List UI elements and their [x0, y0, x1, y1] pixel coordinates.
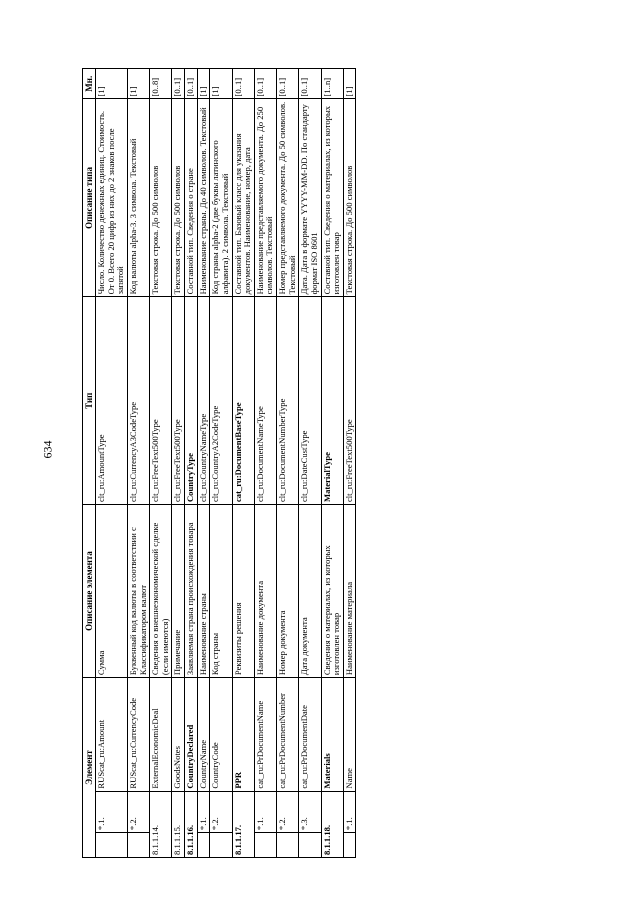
row-description: Заявляемая страна происхождения товара — [185, 505, 198, 678]
indent-cell — [277, 833, 299, 858]
header-element: Элемент — [83, 678, 96, 858]
table-row — [299, 69, 321, 858]
row-multiplicity: [0..1] — [172, 69, 185, 100]
row-number: *.1. — [254, 791, 276, 833]
row-number: *.2. — [210, 791, 232, 833]
row-number: *.2. — [277, 791, 299, 833]
header-type: Тип — [83, 297, 96, 505]
row-type: clt_ru:CurrencyA3CodeType — [127, 297, 149, 505]
row-type-description: Составной тип. Базовый класс для указания документов. Наименование, номер, дата — [232, 99, 254, 297]
row-multiplicity: [0..1] — [232, 69, 254, 100]
row-type: clt_ru:CountryNameType — [197, 297, 210, 505]
table-row — [210, 69, 232, 858]
row-multiplicity: [1] — [127, 69, 149, 100]
row-type-description: Код страны alpha-2 (две буквы латинского алфавита). 2 символа. Текстовый — [210, 99, 232, 297]
row-description: Сумма — [96, 505, 128, 678]
row-type: MaterialType — [321, 297, 343, 505]
indent-cell — [299, 833, 321, 858]
row-multiplicity: [0..8] — [150, 69, 172, 100]
row-multiplicity: [0..1] — [299, 69, 321, 100]
row-type: clt_ru:CountryA2CodeType — [210, 297, 232, 505]
table-body — [96, 69, 356, 858]
row-multiplicity: [0..1] — [254, 69, 276, 100]
row-element-name: CountryName — [197, 678, 210, 792]
row-type-description: Наименование страны. До 40 символов. Текстовый — [197, 99, 210, 297]
row-number: 8.1.1.14. — [150, 791, 172, 857]
row-type: clt_ru:FreeText500Type — [343, 297, 356, 505]
table-row — [197, 69, 210, 858]
spec-table — [82, 68, 356, 858]
indent-cell — [197, 833, 210, 858]
row-description: Сведения о материалах, из которых изготовлен товар — [321, 505, 343, 678]
row-number: *.1. — [343, 791, 356, 833]
row-type-description: Наименование представляемого документа. До 250 символов. Текстовый — [254, 99, 276, 297]
row-element-name: GoodsNotes — [172, 678, 185, 792]
row-multiplicity: [1..n] — [321, 69, 343, 100]
row-element-name: PPR — [232, 678, 254, 792]
header-description: Описание элемента — [83, 505, 96, 678]
row-description: Сведения о внешнеэкономической сделке (если имеются) — [150, 505, 172, 678]
row-element-name: cat_ru:PrDocumentName — [254, 678, 276, 792]
row-type-description: Код валюты alpha-3. 3 символа. Текстовый — [127, 99, 149, 297]
row-type-description: Текстовая строка. До 500 символов — [150, 99, 172, 297]
row-number: 8.1.1.17. — [232, 791, 254, 857]
row-type-description: Текстовая строка. До 500 символов — [343, 99, 356, 297]
row-number: 8.1.1.18. — [321, 791, 343, 857]
table-row — [232, 69, 254, 858]
row-element-name: CountryCode — [210, 678, 232, 792]
row-type: clt_ru:DateCustType — [299, 297, 321, 505]
row-description: Код страны — [210, 505, 232, 678]
table-row — [150, 69, 172, 858]
row-type: CountryType — [185, 297, 198, 505]
row-number: *.2. — [127, 791, 149, 833]
header-type-description: Описание типа — [83, 99, 96, 297]
table-header-row — [83, 69, 96, 858]
table-row — [254, 69, 276, 858]
header-multiplicity: Мн. — [83, 69, 96, 100]
row-element-name: CountryDeclared — [185, 678, 198, 792]
indent-cell — [127, 833, 149, 858]
indent-cell — [210, 833, 232, 858]
row-type: clt_ru:FreeText500Type — [150, 297, 172, 505]
row-multiplicity: [1] — [197, 69, 210, 100]
table-row — [96, 69, 128, 858]
row-description: Примечание — [172, 505, 185, 678]
row-type: clt_ru:FreeText500Type — [172, 297, 185, 505]
spec-table-container — [82, 68, 552, 858]
row-element-name: RUScat_ru:CurrencyCode — [127, 678, 149, 792]
indent-cell — [343, 833, 356, 858]
row-element-name: RUScat_ru:Amount — [96, 678, 128, 792]
row-multiplicity: [1] — [96, 69, 128, 100]
row-element-name: cat_ru:PrDocumentNumber — [277, 678, 299, 792]
page-number: 634 — [40, 440, 55, 459]
row-element-name: cat_ru:PrDocumentDate — [299, 678, 321, 792]
row-type: clt_ru:DocumentNameType — [254, 297, 276, 505]
row-description: Номер документа — [277, 505, 299, 678]
row-element-name: Materials — [321, 678, 343, 792]
row-description: Наименование документа — [254, 505, 276, 678]
row-type-description: Число. Количество денежных единиц. Стоимость. От 0. Всего 20 цифр из них до 2 знаков после запятой — [96, 99, 128, 297]
row-multiplicity: [0..1] — [185, 69, 198, 100]
row-element-name: Name — [343, 678, 356, 792]
row-multiplicity: [1] — [210, 69, 232, 100]
row-number: *.1. — [197, 791, 210, 833]
row-type-description: Номер представляемого документа. До 50 символов. Текстовый — [277, 99, 299, 297]
row-type: cat_ru:DocumentBaseType — [232, 297, 254, 505]
table-row — [343, 69, 356, 858]
row-type-description: Текстовая строка. До 500 символов — [172, 99, 185, 297]
row-multiplicity: [1] — [343, 69, 356, 100]
row-multiplicity: [0..1] — [277, 69, 299, 100]
table-row — [185, 69, 198, 858]
indent-cell — [254, 833, 276, 858]
row-number: 8.1.1.16. — [185, 791, 198, 857]
row-description: Дата документа — [299, 505, 321, 678]
row-description: Буквенный код валюты в соответствии с Классификатором валют — [127, 505, 149, 678]
row-type: clt_ru:DocumentNumberType — [277, 297, 299, 505]
row-type-description: Составной тип. Сведения о стране — [185, 99, 198, 297]
row-element-name: ExternalEconomicDeal — [150, 678, 172, 792]
indent-cell — [96, 833, 128, 858]
row-type-description: Дата. Дата в формате YYYY-MM-DD. По стандарту формат ISO 8601 — [299, 99, 321, 297]
row-number: *.1. — [96, 791, 128, 833]
row-description: Наименование страны — [197, 505, 210, 678]
row-description: Наименование материала — [343, 505, 356, 678]
table-row — [172, 69, 185, 858]
table-row — [127, 69, 149, 858]
table-row — [321, 69, 343, 858]
row-number: *.3. — [299, 791, 321, 833]
table-row — [277, 69, 299, 858]
row-number: 8.1.1.15. — [172, 791, 185, 857]
row-description: Реквизиты решения — [232, 505, 254, 678]
row-type-description: Составной тип. Сведения о материалах, из которых изготовлен товар — [321, 99, 343, 297]
row-type: clt_ru:AmountType — [96, 297, 128, 505]
